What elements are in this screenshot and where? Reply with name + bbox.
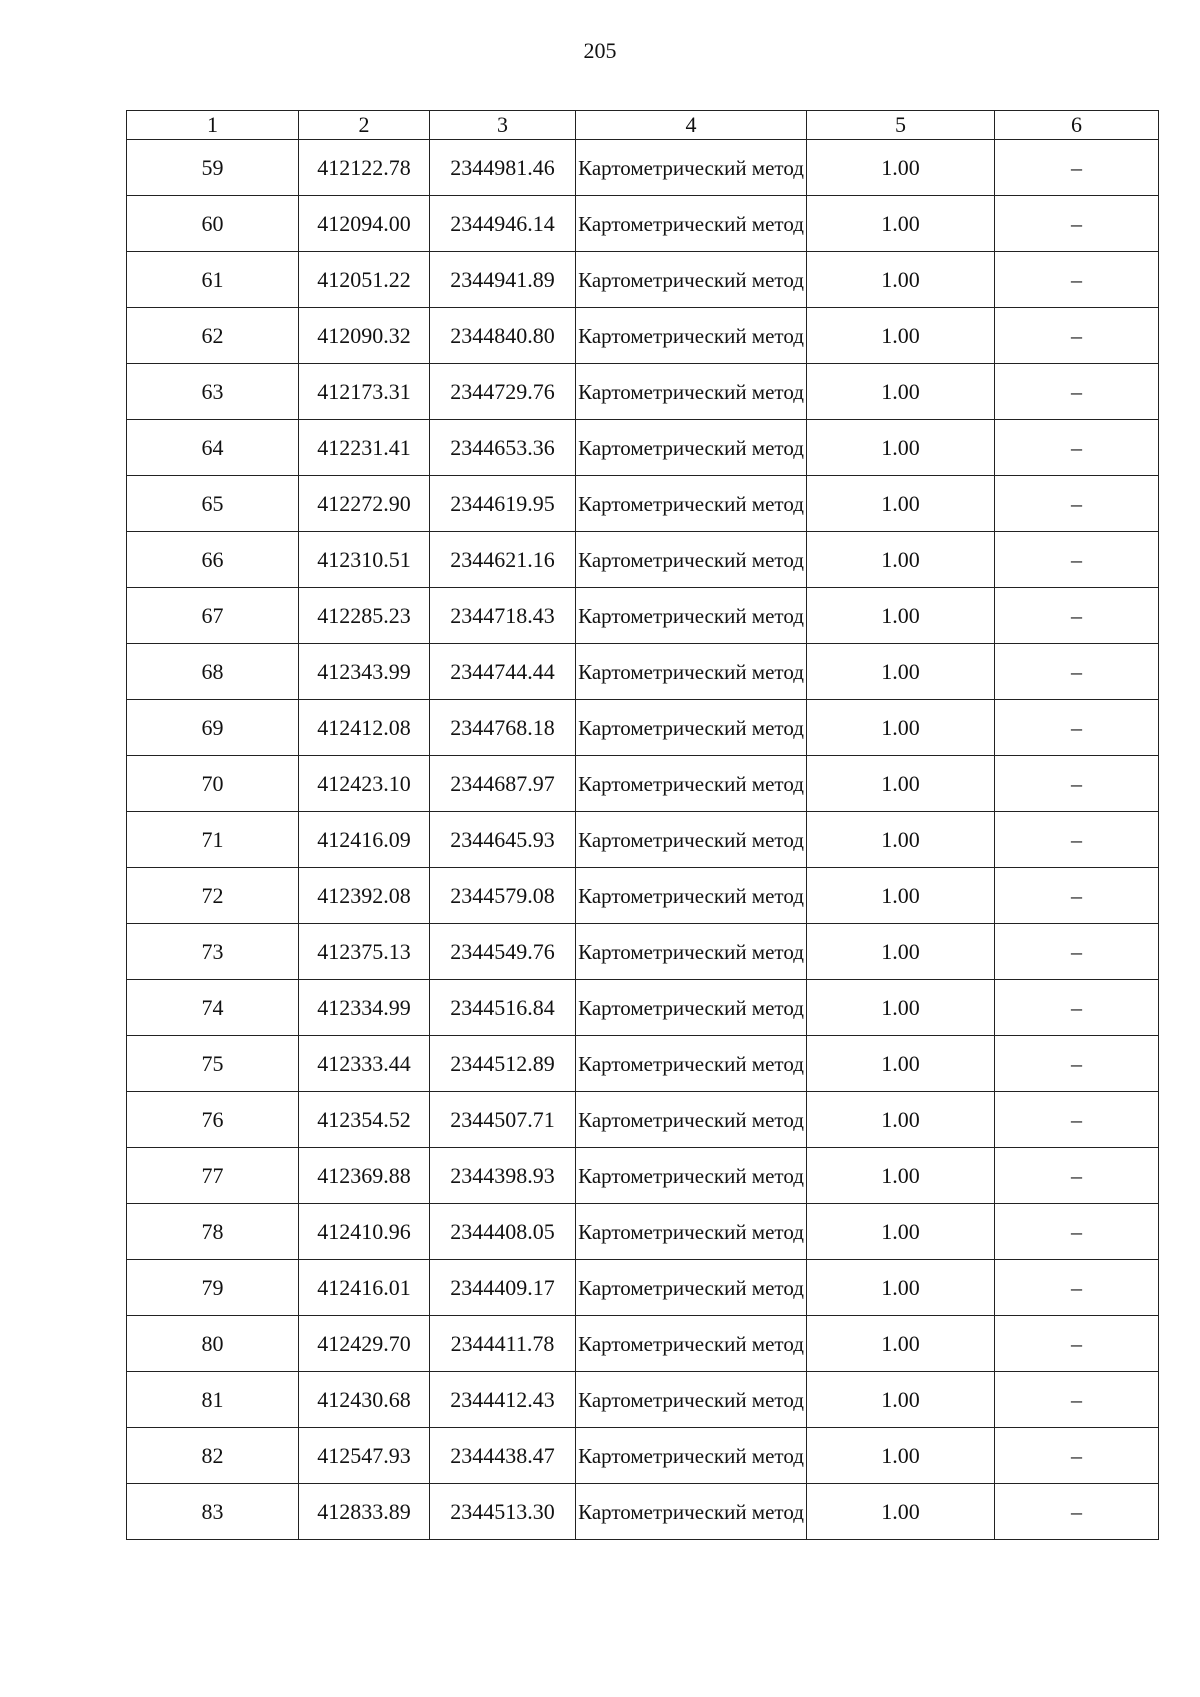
method-cell: Картометрический метод — [576, 1092, 807, 1148]
point-number-cell: 82 — [127, 1428, 299, 1484]
table-row — [127, 1092, 1159, 1148]
table-row — [127, 532, 1159, 588]
point-number-cell: 61 — [127, 252, 299, 308]
point-number-cell: 69 — [127, 700, 299, 756]
table-row — [127, 756, 1159, 812]
table-row — [127, 868, 1159, 924]
column-header-1: 1 — [127, 111, 299, 140]
method-cell: Картометрический метод — [576, 868, 807, 924]
table-header — [127, 111, 1159, 140]
point-number-cell: 67 — [127, 588, 299, 644]
description-cell: – — [995, 420, 1159, 476]
accuracy-cell: 1.00 — [807, 476, 995, 532]
description-cell: – — [995, 812, 1159, 868]
point-number-cell: 60 — [127, 196, 299, 252]
table-row — [127, 588, 1159, 644]
point-number-cell: 62 — [127, 308, 299, 364]
y-coordinate-cell: 2344549.76 — [430, 924, 576, 980]
accuracy-cell: 1.00 — [807, 140, 995, 196]
x-coordinate-cell: 412429.70 — [299, 1316, 430, 1372]
table-row — [127, 924, 1159, 980]
y-coordinate-cell: 2344653.36 — [430, 420, 576, 476]
x-coordinate-cell: 412412.08 — [299, 700, 430, 756]
method-cell: Картометрический метод — [576, 1148, 807, 1204]
method-cell: Картометрический метод — [576, 476, 807, 532]
y-coordinate-cell: 2344411.78 — [430, 1316, 576, 1372]
x-coordinate-cell: 412416.09 — [299, 812, 430, 868]
y-coordinate-cell: 2344619.95 — [430, 476, 576, 532]
x-coordinate-cell: 412354.52 — [299, 1092, 430, 1148]
method-cell: Картометрический метод — [576, 252, 807, 308]
description-cell: – — [995, 1372, 1159, 1428]
table-row — [127, 700, 1159, 756]
method-cell: Картометрический метод — [576, 644, 807, 700]
point-number-cell: 64 — [127, 420, 299, 476]
accuracy-cell: 1.00 — [807, 308, 995, 364]
y-coordinate-cell: 2344409.17 — [430, 1260, 576, 1316]
column-header-2: 2 — [299, 111, 430, 140]
y-coordinate-cell: 2344840.80 — [430, 308, 576, 364]
method-cell: Картометрический метод — [576, 1316, 807, 1372]
point-number-cell: 70 — [127, 756, 299, 812]
accuracy-cell: 1.00 — [807, 980, 995, 1036]
table-row — [127, 644, 1159, 700]
description-cell: – — [995, 644, 1159, 700]
y-coordinate-cell: 2344408.05 — [430, 1204, 576, 1260]
table-row — [127, 1372, 1159, 1428]
point-number-cell: 65 — [127, 476, 299, 532]
accuracy-cell: 1.00 — [807, 924, 995, 980]
y-coordinate-cell: 2344579.08 — [430, 868, 576, 924]
x-coordinate-cell: 412375.13 — [299, 924, 430, 980]
point-number-cell: 72 — [127, 868, 299, 924]
x-coordinate-cell: 412423.10 — [299, 756, 430, 812]
point-number-cell: 59 — [127, 140, 299, 196]
x-coordinate-cell: 412833.89 — [299, 1484, 430, 1540]
accuracy-cell: 1.00 — [807, 1484, 995, 1540]
description-cell: – — [995, 532, 1159, 588]
accuracy-cell: 1.00 — [807, 588, 995, 644]
method-cell: Картометрический метод — [576, 1204, 807, 1260]
y-coordinate-cell: 2344645.93 — [430, 812, 576, 868]
accuracy-cell: 1.00 — [807, 1316, 995, 1372]
description-cell: – — [995, 1428, 1159, 1484]
method-cell: Картометрический метод — [576, 812, 807, 868]
point-number-cell: 77 — [127, 1148, 299, 1204]
accuracy-cell: 1.00 — [807, 1148, 995, 1204]
table-row — [127, 252, 1159, 308]
table-row — [127, 980, 1159, 1036]
point-number-cell: 63 — [127, 364, 299, 420]
method-cell: Картометрический метод — [576, 364, 807, 420]
y-coordinate-cell: 2344718.43 — [430, 588, 576, 644]
x-coordinate-cell: 412122.78 — [299, 140, 430, 196]
method-cell: Картометрический метод — [576, 700, 807, 756]
accuracy-cell: 1.00 — [807, 420, 995, 476]
description-cell: – — [995, 700, 1159, 756]
description-cell: – — [995, 756, 1159, 812]
table-row — [127, 308, 1159, 364]
description-cell: – — [995, 1036, 1159, 1092]
description-cell: – — [995, 924, 1159, 980]
y-coordinate-cell: 2344946.14 — [430, 196, 576, 252]
description-cell: – — [995, 308, 1159, 364]
y-coordinate-cell: 2344981.46 — [430, 140, 576, 196]
x-coordinate-cell: 412310.51 — [299, 532, 430, 588]
accuracy-cell: 1.00 — [807, 756, 995, 812]
accuracy-cell: 1.00 — [807, 1092, 995, 1148]
header-row — [127, 111, 1159, 140]
table-row — [127, 140, 1159, 196]
method-cell: Картометрический метод — [576, 308, 807, 364]
x-coordinate-cell: 412410.96 — [299, 1204, 430, 1260]
table-row — [127, 420, 1159, 476]
description-cell: – — [995, 1148, 1159, 1204]
description-cell: – — [995, 980, 1159, 1036]
y-coordinate-cell: 2344412.43 — [430, 1372, 576, 1428]
x-coordinate-cell: 412333.44 — [299, 1036, 430, 1092]
accuracy-cell: 1.00 — [807, 812, 995, 868]
table-body — [127, 140, 1159, 1540]
column-header-3: 3 — [430, 111, 576, 140]
method-cell: Картометрический метод — [576, 1260, 807, 1316]
accuracy-cell: 1.00 — [807, 868, 995, 924]
table-row — [127, 476, 1159, 532]
column-header-5: 5 — [807, 111, 995, 140]
y-coordinate-cell: 2344768.18 — [430, 700, 576, 756]
accuracy-cell: 1.00 — [807, 196, 995, 252]
description-cell: – — [995, 1484, 1159, 1540]
table-row — [127, 1148, 1159, 1204]
x-coordinate-cell: 412094.00 — [299, 196, 430, 252]
point-number-cell: 76 — [127, 1092, 299, 1148]
method-cell: Картометрический метод — [576, 980, 807, 1036]
x-coordinate-cell: 412430.68 — [299, 1372, 430, 1428]
y-coordinate-cell: 2344621.16 — [430, 532, 576, 588]
y-coordinate-cell: 2344687.97 — [430, 756, 576, 812]
accuracy-cell: 1.00 — [807, 1372, 995, 1428]
table-row — [127, 1260, 1159, 1316]
accuracy-cell: 1.00 — [807, 700, 995, 756]
point-number-cell: 80 — [127, 1316, 299, 1372]
table-row — [127, 1204, 1159, 1260]
point-number-cell: 71 — [127, 812, 299, 868]
method-cell: Картометрический метод — [576, 196, 807, 252]
accuracy-cell: 1.00 — [807, 1204, 995, 1260]
y-coordinate-cell: 2344941.89 — [430, 252, 576, 308]
point-number-cell: 68 — [127, 644, 299, 700]
y-coordinate-cell: 2344729.76 — [430, 364, 576, 420]
method-cell: Картометрический метод — [576, 1372, 807, 1428]
y-coordinate-cell: 2344438.47 — [430, 1428, 576, 1484]
accuracy-cell: 1.00 — [807, 252, 995, 308]
method-cell: Картометрический метод — [576, 1428, 807, 1484]
description-cell: – — [995, 868, 1159, 924]
point-number-cell: 83 — [127, 1484, 299, 1540]
point-number-cell: 74 — [127, 980, 299, 1036]
x-coordinate-cell: 412272.90 — [299, 476, 430, 532]
method-cell: Картометрический метод — [576, 532, 807, 588]
description-cell: – — [995, 1204, 1159, 1260]
table-row — [127, 812, 1159, 868]
accuracy-cell: 1.00 — [807, 1260, 995, 1316]
description-cell: – — [995, 476, 1159, 532]
coordinates-table — [126, 110, 1159, 1540]
description-cell: – — [995, 1092, 1159, 1148]
method-cell: Картометрический метод — [576, 924, 807, 980]
point-number-cell: 79 — [127, 1260, 299, 1316]
description-cell: – — [995, 196, 1159, 252]
column-header-4: 4 — [576, 111, 807, 140]
method-cell: Картометрический метод — [576, 140, 807, 196]
x-coordinate-cell: 412051.22 — [299, 252, 430, 308]
x-coordinate-cell: 412369.88 — [299, 1148, 430, 1204]
x-coordinate-cell: 412173.31 — [299, 364, 430, 420]
description-cell: – — [995, 588, 1159, 644]
description-cell: – — [995, 1260, 1159, 1316]
point-number-cell: 66 — [127, 532, 299, 588]
table-row — [127, 1484, 1159, 1540]
description-cell: – — [995, 140, 1159, 196]
point-number-cell: 78 — [127, 1204, 299, 1260]
table-row — [127, 196, 1159, 252]
method-cell: Картометрический метод — [576, 1484, 807, 1540]
x-coordinate-cell: 412334.99 — [299, 980, 430, 1036]
accuracy-cell: 1.00 — [807, 1036, 995, 1092]
method-cell: Картометрический метод — [576, 756, 807, 812]
point-number-cell: 73 — [127, 924, 299, 980]
description-cell: – — [995, 364, 1159, 420]
accuracy-cell: 1.00 — [807, 644, 995, 700]
table-row — [127, 364, 1159, 420]
x-coordinate-cell: 412285.23 — [299, 588, 430, 644]
y-coordinate-cell: 2344744.44 — [430, 644, 576, 700]
y-coordinate-cell: 2344512.89 — [430, 1036, 576, 1092]
method-cell: Картометрический метод — [576, 420, 807, 476]
y-coordinate-cell: 2344398.93 — [430, 1148, 576, 1204]
description-cell: – — [995, 252, 1159, 308]
accuracy-cell: 1.00 — [807, 532, 995, 588]
y-coordinate-cell: 2344513.30 — [430, 1484, 576, 1540]
x-coordinate-cell: 412416.01 — [299, 1260, 430, 1316]
description-cell: – — [995, 1316, 1159, 1372]
x-coordinate-cell: 412343.99 — [299, 644, 430, 700]
y-coordinate-cell: 2344507.71 — [430, 1092, 576, 1148]
point-number-cell: 75 — [127, 1036, 299, 1092]
method-cell: Картометрический метод — [576, 588, 807, 644]
accuracy-cell: 1.00 — [807, 364, 995, 420]
x-coordinate-cell: 412392.08 — [299, 868, 430, 924]
x-coordinate-cell: 412231.41 — [299, 420, 430, 476]
column-header-6: 6 — [995, 111, 1159, 140]
point-number-cell: 81 — [127, 1372, 299, 1428]
table-row — [127, 1316, 1159, 1372]
accuracy-cell: 1.00 — [807, 1428, 995, 1484]
table-row — [127, 1036, 1159, 1092]
y-coordinate-cell: 2344516.84 — [430, 980, 576, 1036]
x-coordinate-cell: 412090.32 — [299, 308, 430, 364]
method-cell: Картометрический метод — [576, 1036, 807, 1092]
page-number: 205 — [583, 38, 617, 63]
x-coordinate-cell: 412547.93 — [299, 1428, 430, 1484]
table-row — [127, 1428, 1159, 1484]
